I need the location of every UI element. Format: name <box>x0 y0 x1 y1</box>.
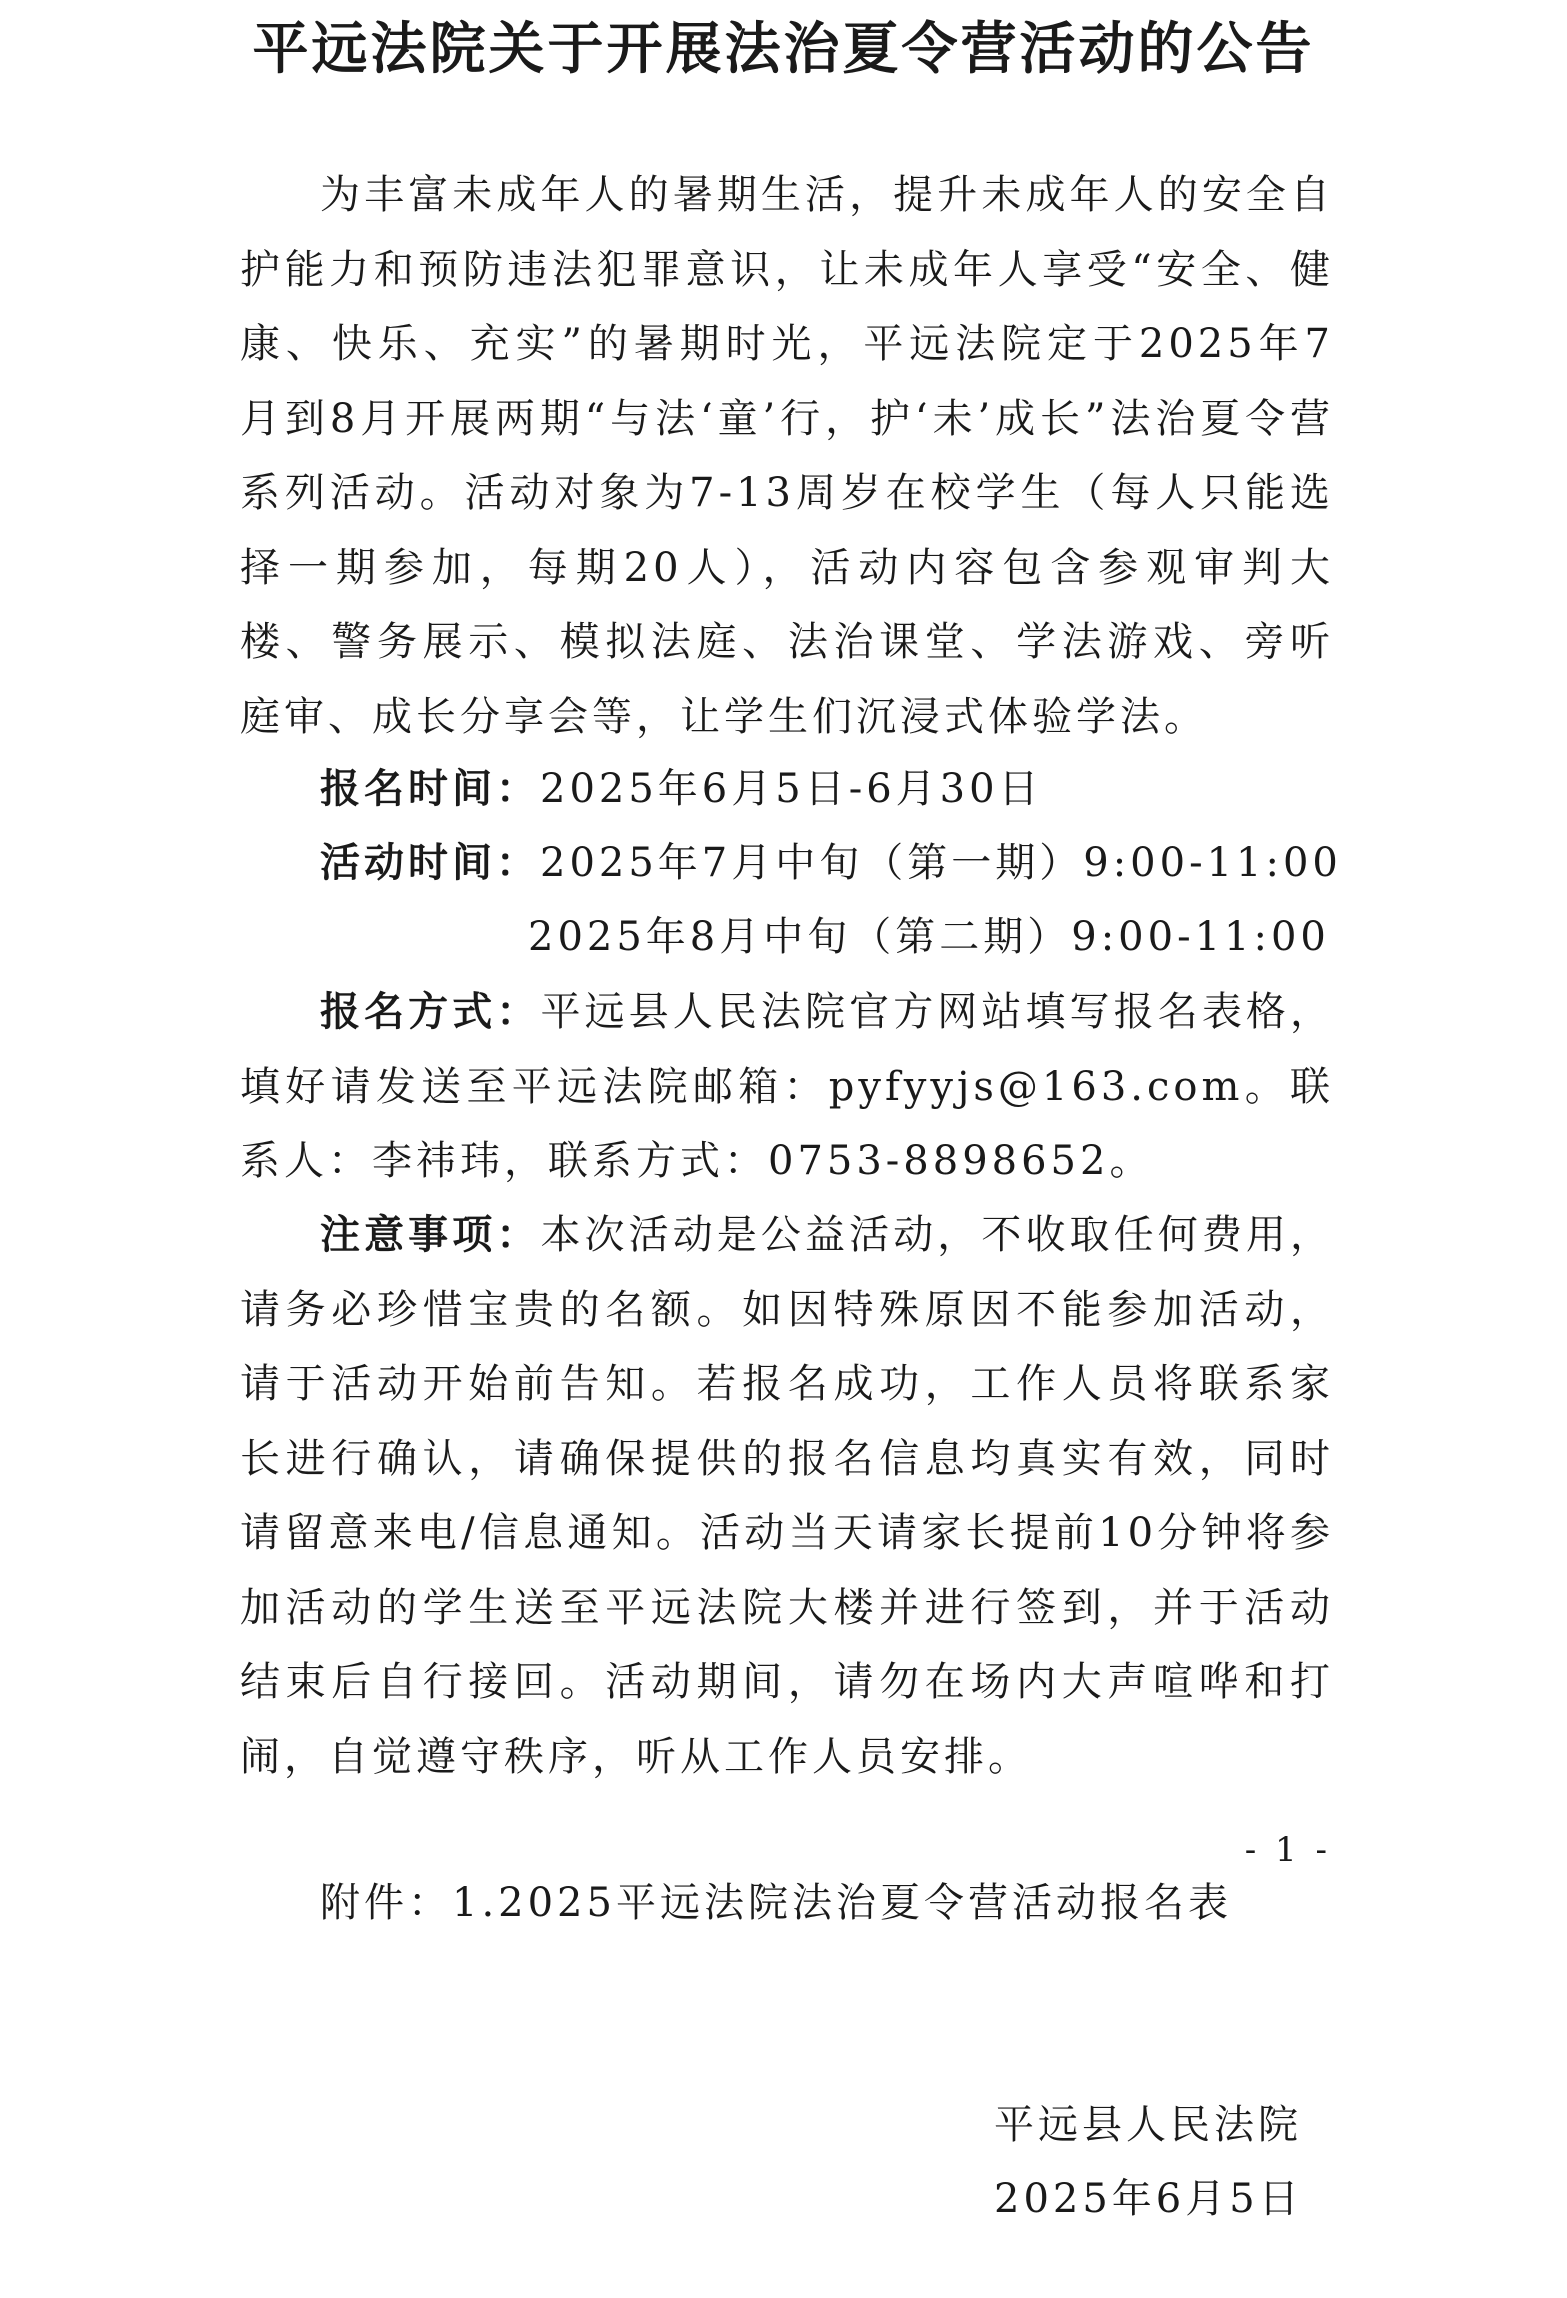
registration-time-label: 报名时间： <box>320 765 540 812</box>
notes-label: 注意事项： <box>320 1211 541 1258</box>
signature-date: 2025年6月5日 <box>994 2176 1303 2222</box>
registration-method-paragraph <box>240 975 1334 1199</box>
activity-time-session2: 2025年8月中旬（第二期）9:00-11:00 <box>528 914 1330 960</box>
intro-paragraph: 为丰富未成年人的暑期生活，提升未成年人的安全自护能力和预防违法犯罪意识，让未成年人享受“安全、健康、快乐、充实”的暑期时光，平远法院定于2025年7月到8月开展两期“与法‘童’行，护‘未’成长”法治夏令营系列活动。活动对象为7-13周岁在校学生（每人只能选择一期参加，每期20人），活动内容包含参观审判大楼、警务展示、模拟法庭、法治课堂、学法游戏、旁听庭审、成长分享会等，让学生们沉浸式体验学法。 <box>240 172 1334 740</box>
document-title: 平远法院关于开展法治夏令营活动的公告 <box>252 17 1315 82</box>
activity-time-session1: 2025年7月中旬（第一期）9:00-11:00 <box>540 840 1342 886</box>
registration-time-value: 2025年6月5日-6月30日 <box>540 766 1043 812</box>
registration-time-row <box>320 752 1043 827</box>
page-number: - 1 - <box>1244 1830 1331 1870</box>
activity-time-row <box>320 826 1342 901</box>
registration-method-label: 报名方式： <box>320 988 541 1035</box>
activity-time-label: 活动时间： <box>320 839 540 886</box>
notes-value: 本次活动是公益活动，不收取任何费用，请务必珍惜宝贵的名额。如因特殊原因不能参加活动，请于活动开始前告知。若报名成功，工作人员将联系家长进行确认，请确保提供的报名信息均真实有效，同时请留意来电/信息通知。活动当天请家长提前10分钟将参加活动的学生送至平远法院大楼并进行签到，并于活动结束后自行接回。活动期间，请勿在场内大声喧哗和打闹，自觉遵守秩序，听从工作人员安排。 <box>240 1212 1335 1780</box>
signature-org: 平远县人民法院 <box>994 2102 1302 2148</box>
attachment-line: 附件：1.2025平远法院法治夏令营活动报名表 <box>320 1880 1232 1926</box>
registration-method-value: 平远县人民法院官方网站填写报名表格，填好请发送至平远法院邮箱：pyfyyjs@163.com。联系人：李祎玮，联系方式：0753-8898652。 <box>240 989 1335 1184</box>
notes-paragraph <box>240 1198 1334 1794</box>
